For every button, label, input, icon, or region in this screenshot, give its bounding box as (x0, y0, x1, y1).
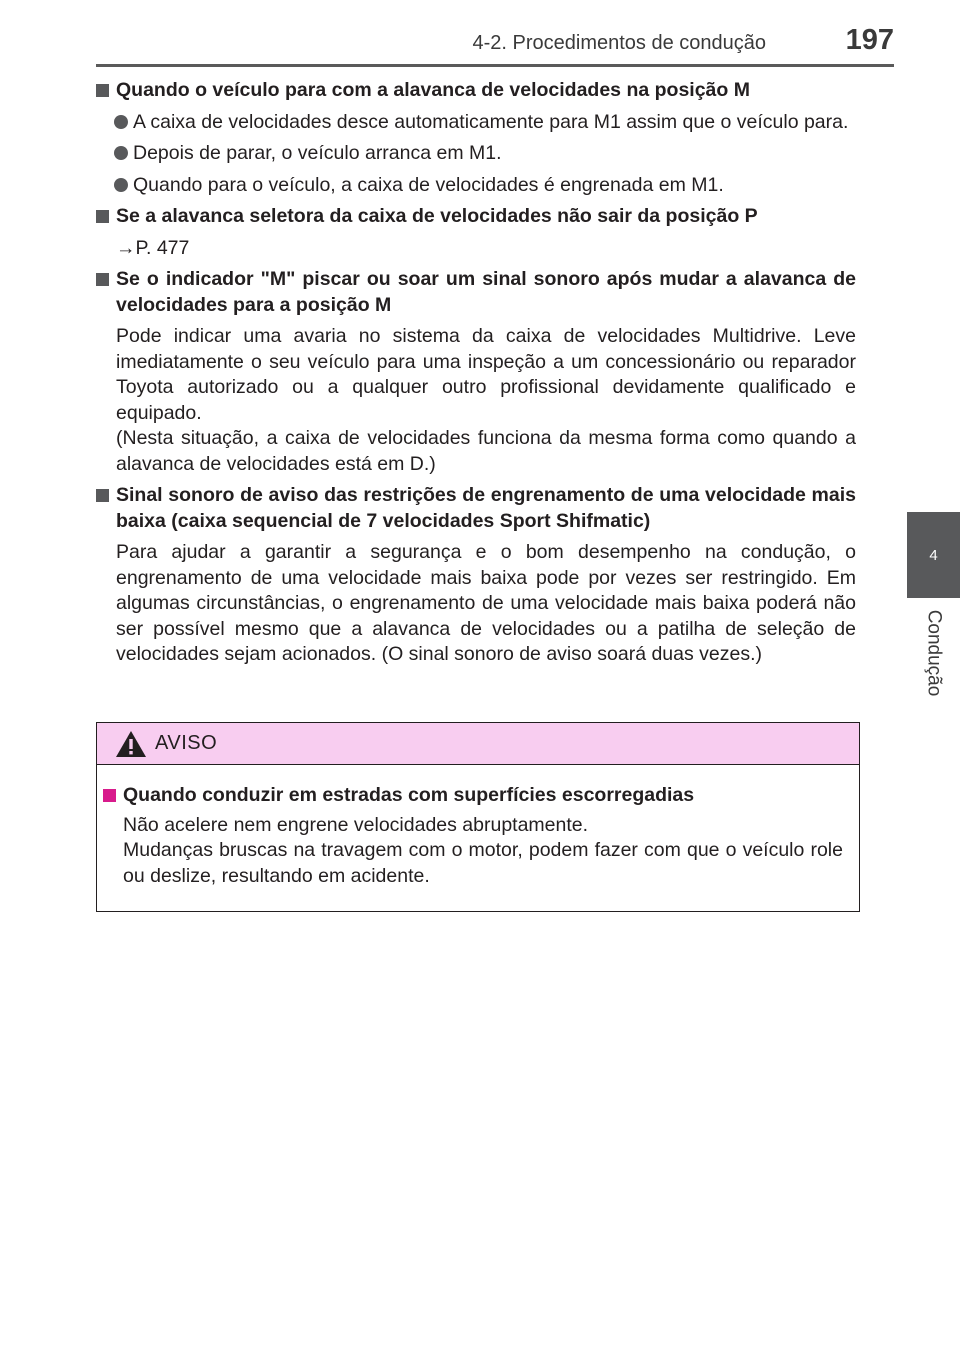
section-heading (96, 483, 856, 534)
warning-line: Mudanças bruscas na travagem com o motor, podem fazer com que o veículo role ou deslize, resultando em acidente. (123, 839, 843, 887)
warning-body (97, 765, 859, 889)
bullet-text: Quando para o veículo, a caixa de velocidades é engrenada em M1. (133, 173, 724, 196)
square-bullet-icon (96, 84, 109, 97)
main-content (96, 78, 856, 674)
square-bullet-icon (96, 210, 109, 223)
page-header (96, 24, 894, 67)
page-reference-link[interactable]: →P. 477 (116, 236, 190, 259)
warning-box (96, 722, 860, 912)
paragraph: (Nesta situação, a caixa de velocidades funciona da mesma forma como quando a alavanca de velocidades está em D.) (116, 427, 856, 475)
section-heading (96, 78, 856, 104)
paragraph: Pode indicar uma avaria no sistema da caixa de velocidades Multidrive. Leve imediatamente o seu veículo para uma inspeção a um concessionário ou reparador Toyota autorizado ou a qualquer outro profissional devidamente qualificado e equipado. (116, 325, 856, 424)
square-bullet-icon (103, 789, 116, 802)
chapter-tab (907, 512, 960, 598)
bullet-item (96, 141, 856, 167)
heading-text: Se a alavanca seletora da caixa de velocidades não sair da posição P (116, 205, 758, 227)
square-bullet-icon (96, 489, 109, 502)
page-number: 197 (845, 24, 894, 56)
chapter-label-container (907, 598, 960, 708)
circle-bullet-icon (114, 178, 128, 192)
bullet-item (96, 110, 856, 136)
bullet-text: Depois de parar, o veículo arranca em M1. (133, 142, 502, 164)
circle-bullet-icon (114, 115, 128, 129)
square-bullet-icon (96, 273, 109, 286)
bullet-item (96, 173, 856, 199)
heading-text: Quando o veículo para com a alavanca de velocidades na posição M (116, 79, 750, 101)
section-heading (96, 204, 856, 230)
circle-bullet-icon (114, 146, 128, 160)
heading-text: Se o indicador "M" piscar ou soar um sinal sonoro após mudar a alavanca de velocidades para a posição M (116, 268, 856, 316)
warning-triangle-icon (115, 730, 147, 758)
warning-header (97, 723, 859, 765)
heading-text: Sinal sonoro de aviso das restrições de engrenamento de uma velocidade mais baixa (caixa sequencial de 7 velocidades Sport Shifmatic) (116, 484, 856, 532)
section-heading (96, 267, 856, 318)
bullet-text: A caixa de velocidades desce automaticamente para M1 assim que o veículo para. (133, 110, 849, 133)
warning-heading-text: Quando conduzir em estradas com superfícies escorregadias (123, 784, 695, 806)
paragraph: Para ajudar a garantir a segurança e o bom desempenho na condução, o engrenamento de uma velocidade mais baixa pode por vezes ser restringido. Em algumas circunstâncias, o engrenamento de uma velocidade mais baixa poderá não ser possível mesmo que a alavanca de velocidades ou a patilha de seleção de velocidades sejam acionados. (O sinal sonoro de aviso soará duas vezes.) (116, 541, 856, 665)
warning-line: Não acelere nem engrene velocidades abruptamente. (123, 813, 589, 836)
warning-heading (103, 783, 843, 809)
chapter-number: 4 (929, 546, 938, 564)
section-title: 4-2. Procedimentos de condução (472, 32, 766, 54)
chapter-label: Condução (923, 609, 945, 697)
warning-title: AVISO (155, 732, 218, 754)
